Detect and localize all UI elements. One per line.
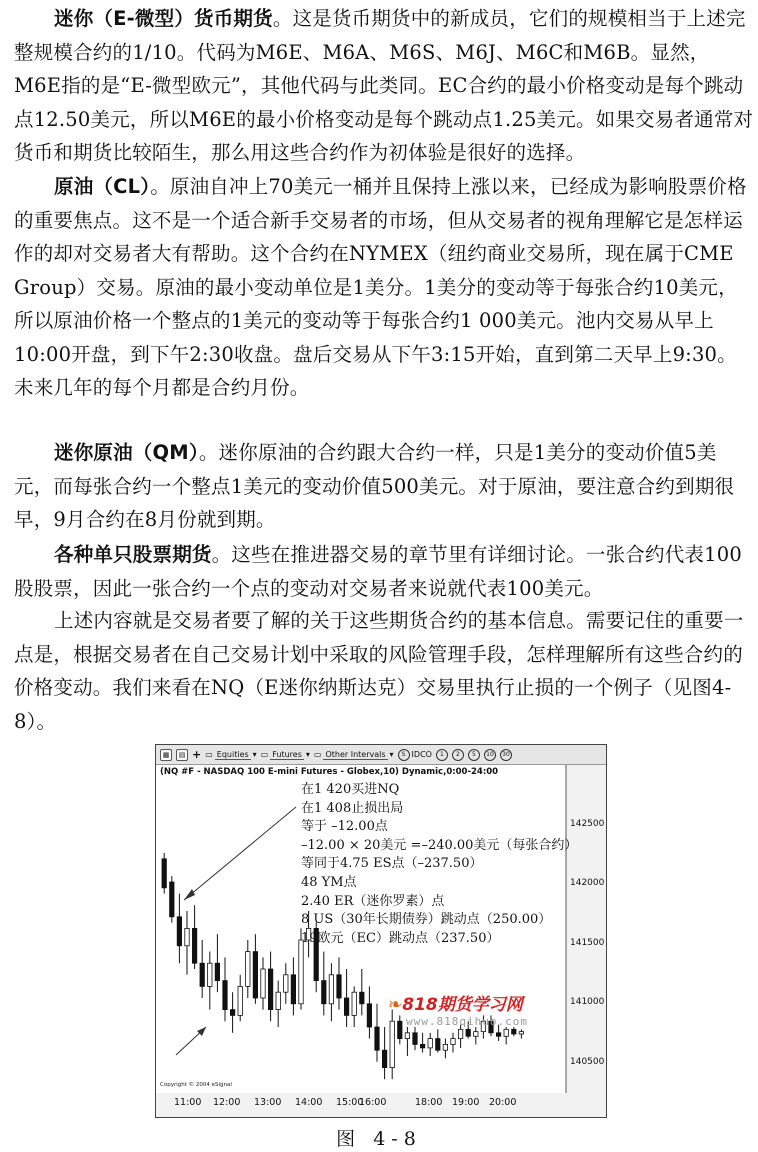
chevron-down-icon: ▾	[252, 750, 257, 759]
other-intervals-label: Other Intervals	[325, 749, 386, 759]
x-tick-label: 16:00	[359, 1097, 387, 1108]
interval-10-label: 10	[484, 749, 496, 761]
candle-body	[352, 992, 356, 1015]
stop-loss-annotation	[301, 781, 577, 948]
candle-body	[322, 981, 326, 1004]
y-tick-label: 140500	[570, 1057, 605, 1067]
other-intervals-menu[interactable]	[314, 750, 394, 760]
folder-icon: ▭	[205, 750, 213, 759]
candle-body	[413, 1033, 417, 1045]
candle-body	[192, 928, 196, 963]
interval-1-button[interactable]	[436, 749, 448, 761]
candle-body	[428, 1039, 432, 1048]
annotation-line: 等同于4.75 ES点（–237.50）	[301, 856, 483, 872]
futures-label: Futures	[272, 749, 302, 759]
candle-body	[420, 1044, 424, 1047]
watermark-logo-text: 818期货学习网	[402, 995, 523, 1015]
candle-body	[390, 1021, 394, 1067]
annotation-line: 19欧元（EC）跳动点（237.50）	[301, 930, 500, 946]
candle-body	[344, 998, 348, 1015]
candle-body	[405, 1033, 409, 1039]
candle-body	[436, 1039, 440, 1051]
x-tick-label: 12:00	[213, 1097, 241, 1108]
candle-body	[223, 981, 227, 1010]
annotation-line: 在1 408止损出局	[301, 800, 404, 816]
window-icon: ▤	[176, 749, 188, 761]
paragraph-text: 。这是货币期货中的新成员，它们的规模相当于上述完整规模合约的1/10。代码为M6E、M6A、M6S、M6J、M6C和M6B。显然，M6E指的是“E-微型欧元”，其他代码与此类同。EC合约的最小价格变动是每个跳动点12.50美元，所以M6E的最小价格变动是每个跳动点1.25美元。如果交易者通常对货币和期货比较陌生，那么用这些合约作为初体验是很好的选择。	[14, 7, 754, 164]
idco-button[interactable]	[398, 749, 432, 761]
candle-body	[375, 1027, 379, 1050]
candle-body	[329, 975, 333, 1004]
candle-body	[177, 917, 181, 946]
interval-30-label: 30	[500, 749, 512, 761]
candle-body	[208, 963, 212, 986]
annotation-line: 2.40 ER（迷你罗素）点	[301, 893, 445, 909]
x-tick-label: 13:00	[254, 1097, 282, 1108]
watermark-url: www.818qihuo.com	[406, 1015, 528, 1028]
paragraph-lead: 原油（CL）	[54, 175, 151, 198]
interval-30-button[interactable]	[500, 749, 512, 761]
candle-body	[246, 952, 250, 987]
candle-body	[170, 882, 174, 917]
candle-body	[276, 992, 280, 1009]
x-tick-label: 11:00	[174, 1097, 202, 1108]
chevron-down-icon: ▾	[305, 750, 310, 759]
copyright-notice: Copyright © 2004 eSignal	[160, 1082, 232, 1088]
paragraph-lead: 各种单只股票期货	[54, 543, 212, 566]
interval-10-button[interactable]	[484, 749, 496, 761]
annotation-line: 48 YM点	[301, 874, 357, 890]
y-tick-label: 142500	[570, 819, 605, 829]
paragraph-text: 。原油自冲上70美元一桶并且保持上涨以来，已经成为影响股票价格的重要焦点。这不是一个适合新手交易者的市场，但从交易者的视角理解它是怎样运作的却对交易者大有帮助。这个合约在NYMEX（纽约商业交易所，现在属于CME Group）交易。原油的最小变动单位是1美分。1美分的变动等于每张合约10美元，所以原油价格一个整点的1美元的变动等于每张合约1 000美元。池内交易从早上10:00开盘，到下午2:30收盘。盘后交易从下午3:15开始，直到第二天早上9:30。未来几年的每个月都是合约月份。	[14, 175, 747, 399]
candle-body	[398, 1021, 402, 1038]
candle-body	[451, 1039, 455, 1045]
plus-icon: +	[192, 748, 202, 761]
candle-body	[268, 969, 272, 1010]
idco-icon: S	[398, 749, 410, 761]
x-tick-label: 19:00	[452, 1097, 480, 1108]
x-tick-label: 14:00	[295, 1097, 323, 1108]
flame-icon: ❧	[388, 995, 403, 1015]
candle-body	[291, 975, 295, 1004]
interval-5-button[interactable]	[468, 749, 480, 761]
candle-body	[496, 1033, 500, 1036]
idco-label: IDCO	[411, 750, 432, 759]
figure-caption: 图 4-8	[336, 1128, 422, 1150]
y-tick-label: 141500	[570, 938, 605, 948]
folder-icon: ▭	[260, 750, 269, 759]
paragraph-summary	[14, 604, 754, 738]
equities-label: Equities	[216, 749, 249, 759]
interval-2-button[interactable]	[452, 749, 464, 761]
candle-body	[367, 1004, 371, 1027]
candle-body	[519, 1032, 523, 1034]
candle-body	[443, 1044, 447, 1050]
x-axis	[156, 1093, 606, 1117]
watermark-logo	[388, 990, 523, 1015]
candle-body	[162, 859, 166, 888]
futures-menu[interactable]	[261, 750, 310, 760]
paragraph-lead: 迷你（E-微型）货币期货	[54, 7, 273, 30]
grid-button[interactable]	[160, 749, 172, 761]
paragraph-lead: 迷你原油（QM）	[54, 441, 199, 464]
paragraph-text: 上述内容就是交易者要了解的关于这些期货合约的基本信息。需要记住的重要一点是，根据交易者在自己交易计划中采取的风险管理手段，怎样理解所有这些合约的价格变动。我们来看在NQ（E迷你纳斯达克）交易里执行止损的一个例子（见图4-8）。	[14, 609, 744, 733]
equities-menu[interactable]	[205, 750, 256, 760]
paragraph-mini-crude	[14, 436, 754, 537]
paragraph-crude-oil	[14, 170, 754, 405]
annotation-line: –12.00 × 20美元 =–240.00美元（每张合约）	[301, 837, 578, 853]
candle-body	[238, 986, 242, 1015]
candle-body	[284, 975, 288, 992]
x-tick-label: 20:00	[489, 1097, 517, 1108]
candle-body	[185, 928, 189, 945]
interval-2-label: 2	[452, 749, 464, 761]
candle-body	[512, 1029, 516, 1034]
candle-body	[382, 1050, 386, 1067]
candle-body	[200, 963, 204, 986]
chevron-down-icon: ▾	[389, 750, 394, 759]
annotation-line: 在1 420买进NQ	[301, 782, 400, 797]
folder-icon: ▭	[313, 750, 322, 759]
candle-body	[337, 975, 341, 998]
y-tick-label: 141000	[570, 997, 605, 1007]
candle-body	[230, 1010, 234, 1016]
paragraph-micro-currency	[14, 2, 754, 170]
annotation-line: 8 US（30年长期债券）跳动点（250.00）	[301, 912, 552, 928]
candle-body	[253, 952, 257, 998]
candle-body	[360, 992, 364, 1004]
annotation-line: 等于 –12.00点	[301, 819, 388, 835]
layout-button[interactable]	[176, 749, 188, 761]
x-tick-label: 18:00	[415, 1097, 443, 1108]
candle-body	[299, 940, 303, 1004]
chart-title: (NQ #F - NASDAQ 100 E-mini Futures - Globex,10) Dynamic,0:00-24:00	[160, 767, 499, 777]
interval-1-label: 1	[436, 749, 448, 761]
candle-body	[466, 1029, 470, 1036]
interval-5-label: 5	[468, 749, 480, 761]
figure-chart	[155, 744, 607, 1118]
paragraph-single-stock-futures	[14, 538, 754, 605]
y-tick-label: 142000	[570, 878, 605, 888]
candle-body	[504, 1029, 508, 1036]
candle-body	[261, 969, 265, 998]
add-button[interactable]	[192, 748, 201, 761]
chart-toolbar	[156, 745, 606, 765]
paragraph-text: 。迷你原油的合约跟大合约一样，只是1美分的变动价值5美元，而每张合约一个整点1美元的变动价值500美元。对于原油，要注意合约到期很早，9月合约在8月份就到期。	[14, 441, 735, 531]
x-tick-label: 15:00	[336, 1097, 364, 1108]
candle-body	[215, 963, 219, 980]
candle-body	[458, 1029, 462, 1038]
grid-icon: ▦	[160, 749, 172, 761]
candle-body	[474, 1032, 478, 1037]
paragraph-text: 。这些在推进器交易的章节里有详细讨论。一张合约代表100股股票，因此一张合约一个点的变动对交易者来说就代表100美元。	[14, 543, 742, 600]
